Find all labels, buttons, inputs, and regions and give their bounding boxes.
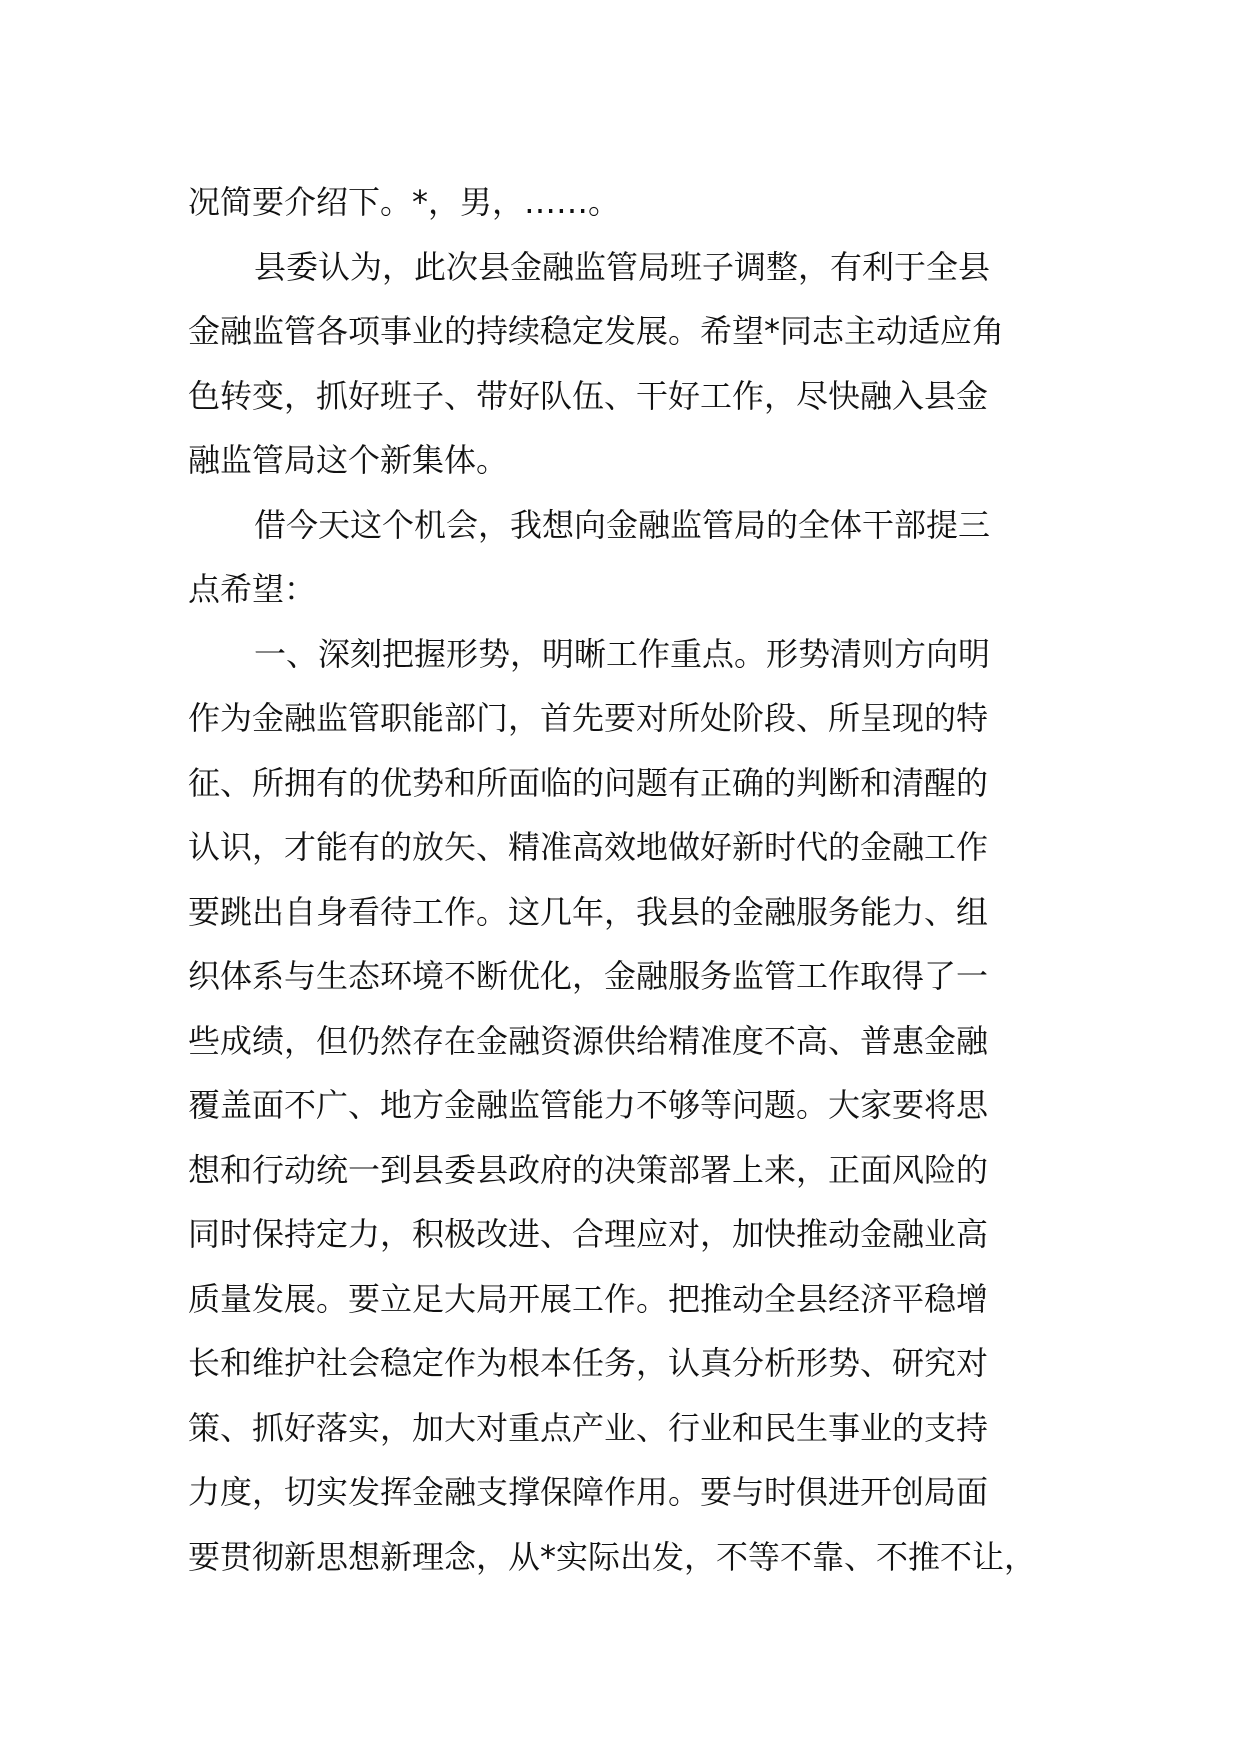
text-line: 县委认为，此次县金融监管局班子调整，有利于全县 xyxy=(254,247,991,286)
text-line: 力度，切实发挥金融支撑保障作用。要与时俱进开创局面 xyxy=(188,1473,989,1511)
document-body xyxy=(188,170,1058,1589)
text-line: 策、抓好落实，加大对重点产业、行业和民生事业的支持 xyxy=(188,1408,989,1447)
text-line: 一、深刻把握形势，明晰工作重点。形势清则方向明 xyxy=(254,634,991,673)
text-line: 长和维护社会稳定作为根本任务，认真分析形势、研究对 xyxy=(188,1344,989,1382)
text-line: 借今天这个机会，我想向金融监管局的全体干部提三 xyxy=(254,505,991,544)
text-line: 同时保持定力，积极改进、合理应对，加快推动金融业高 xyxy=(188,1215,989,1253)
paragraph-point-one xyxy=(188,622,1058,1590)
paragraph-three-hopes-intro xyxy=(188,493,1058,622)
text-line: 些成绩，但仍然存在金融资源供给精准度不高、普惠金融 xyxy=(188,1021,989,1060)
text-line: 金融监管各项事业的持续稳定发展。希望*同志主动适应角 xyxy=(188,312,1005,350)
text-line: 要跳出自身看待工作。这几年，我县的金融服务能力、组 xyxy=(188,892,989,931)
text-line: 况简要介绍下。*，男，……。 xyxy=(188,183,621,221)
text-line: 覆盖面不广、地方金融监管能力不够等问题。大家要将思 xyxy=(188,1086,989,1124)
text-line: 征、所拥有的优势和所面临的问题有正确的判断和清醒的 xyxy=(188,763,989,802)
text-line: 要贯彻新思想新理念，从*实际出发，不等不靠、不推不让， xyxy=(188,1537,1037,1576)
text-line: 想和行动统一到县委县政府的决策部署上来，正面风险的 xyxy=(188,1150,989,1189)
text-line: 融监管局这个新集体。 xyxy=(188,441,509,479)
text-line: 织体系与生态环境不断优化，金融服务监管工作取得了一 xyxy=(188,957,989,995)
paragraph-intro-continuation xyxy=(188,170,1058,235)
paragraph-county-committee-view xyxy=(188,235,1058,493)
text-line: 作为金融监管职能部门，首先要对所处阶段、所呈现的特 xyxy=(188,699,989,737)
text-line: 认识，才能有的放矢、精准高效地做好新时代的金融工作 xyxy=(188,828,989,866)
text-line: 质量发展。要立足大局开展工作。把推动全县经济平稳增 xyxy=(188,1279,989,1318)
text-line: 点希望： xyxy=(188,570,317,608)
text-line: 色转变，抓好班子、带好队伍、干好工作，尽快融入县金 xyxy=(188,376,989,415)
